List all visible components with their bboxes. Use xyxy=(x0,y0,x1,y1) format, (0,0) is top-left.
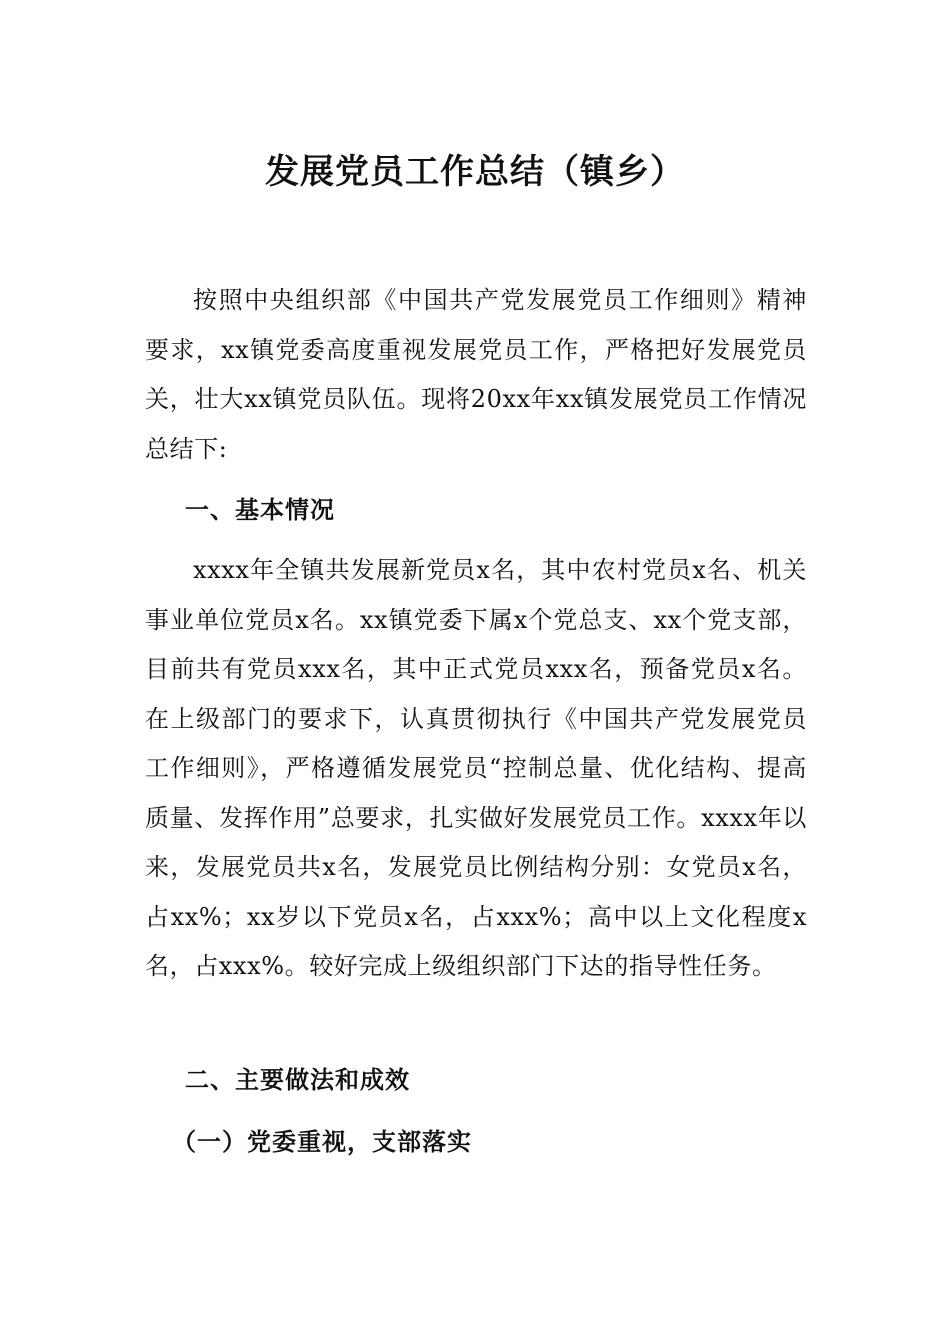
section-heading-main-practices: 二、主要做法和成效 xyxy=(185,1065,410,1094)
intro-paragraph: 按照中央组织部《中国共产党发展党员工作细则》精神要求，xx镇党委高度重视发展党员工作，严格把好发展党员关，壮大xx镇党员队伍。现将20xx年xx镇发展党员工作情况总结下: xyxy=(145,286,807,463)
subsection-heading-party-committee: （一）党委重视，支部落实 xyxy=(172,1127,472,1156)
document-title: 发展党员工作总结（镇乡） xyxy=(265,152,685,192)
section-heading-basic-situation: 一、基本情况 xyxy=(185,495,335,524)
basic-situation-paragraph: xxxx年全镇共发展新党员x名，其中农村党员x名、机关事业单位党员x名。xx镇党委下属x个党总支、xx个党支部，目前共有党员xxx名，其中正式党员xxx名，预备党员x名。在上级部门的要求下，认真贯彻执行《中国共产党发展党员工作细则》，严格遵循发展党员“控制总量、优化结构、提高质量、发挥作用”总要求，扎实做好发展党员工作。xxxx年以来，发展党员共x名，发展党员比例结构分别：女党员x名，占xx%；xx岁以下党员x名，占xxx%；高中以上文化程度x名，占xxx%。较好完成上级组织部门下达的指导性任务。 xyxy=(145,556,807,980)
